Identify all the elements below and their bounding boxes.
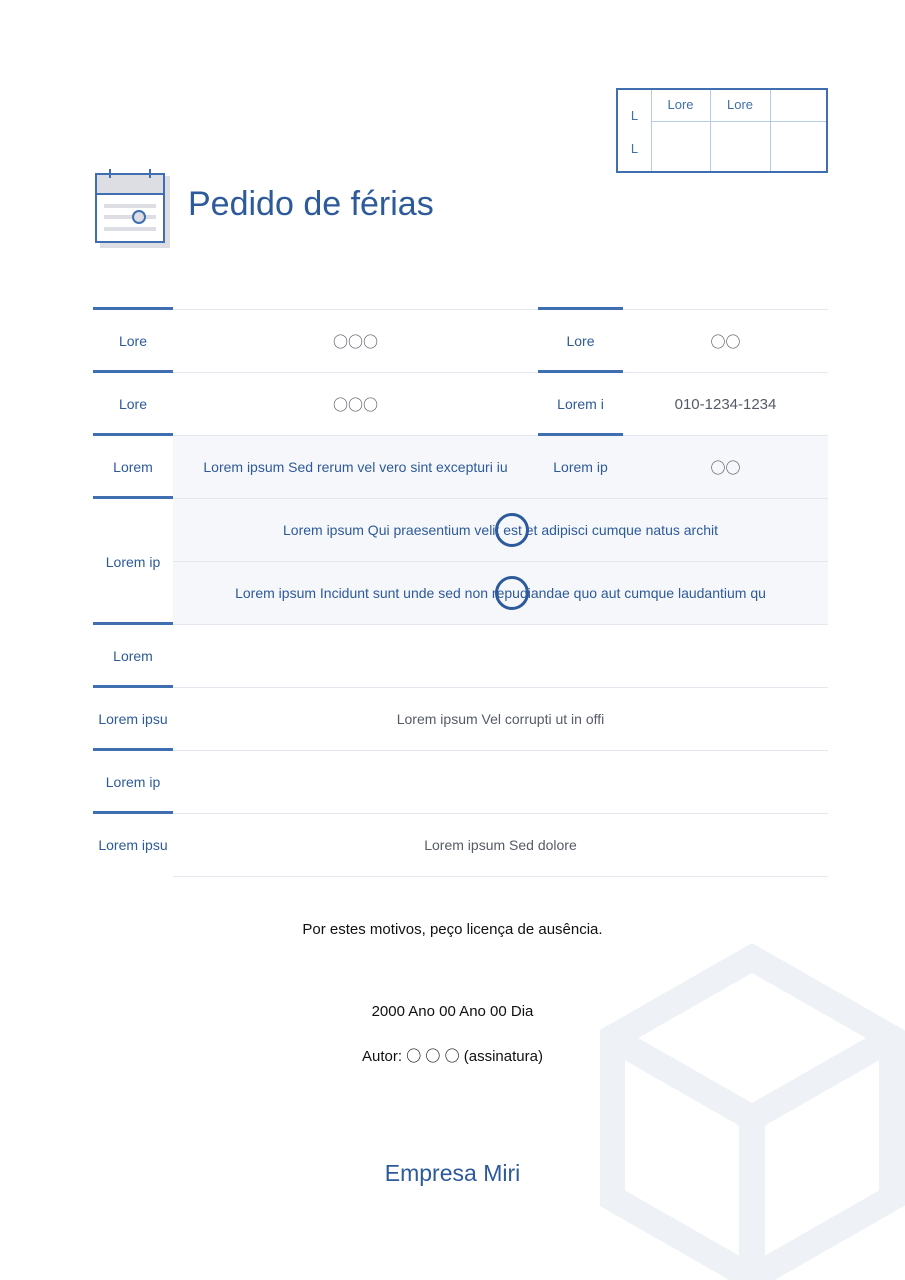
approval-box [616, 88, 828, 173]
approval-row-label: L [630, 108, 639, 123]
field-value[interactable]: 〇〇 [710, 459, 741, 477]
reason-line[interactable]: Lorem ipsum Qui praesentium velit est et adipisci cumque natus archit [283, 522, 718, 538]
author-signature-line: Autor: 〇 〇 〇 (assinatura) [362, 1048, 543, 1065]
approval-header: Lore [726, 97, 754, 112]
field-label: Lorem [113, 648, 153, 664]
field-label: Lorem ip [553, 459, 608, 475]
field-label: Lorem [113, 459, 153, 475]
phone-value[interactable]: 010-1234-1234 [674, 395, 777, 413]
field-value[interactable] [173, 625, 828, 687]
field-value[interactable] [173, 751, 828, 813]
approval-row-label: L [630, 141, 639, 156]
field-value[interactable]: Lorem ipsum Sed dolore [424, 837, 577, 853]
page-title: Pedido de férias [188, 185, 434, 223]
field-label: Lore [118, 333, 148, 349]
field-value[interactable]: Lorem ipsum Sed rerum vel vero sint excepturi iu [203, 459, 508, 475]
field-label: Lorem ip [105, 553, 161, 570]
field-label: Lorem i [557, 396, 604, 412]
field-value[interactable]: 〇〇 [710, 333, 741, 351]
field-label: Lore [566, 333, 595, 349]
field-value[interactable]: Lorem ipsum Vel corrupti ut in offi [396, 711, 605, 727]
watermark-logo [600, 940, 905, 1280]
stamp-circle [495, 513, 529, 547]
field-label: Lorem ip [105, 774, 161, 790]
field-value[interactable]: 〇〇〇 [332, 333, 378, 351]
field-label: Lorem ipsu [98, 711, 168, 727]
field-label: Lore [118, 396, 148, 412]
statement-text: Por estes motivos, peço licença de ausência. [302, 921, 603, 938]
stamp-circle [495, 576, 529, 610]
reason-line[interactable]: Lorem ipsum Incidunt sunt unde sed non repudiandae quo aut cumque laudantium qu [235, 585, 766, 601]
date-line: 2000 Ano 00 Ano 00 Dia [371, 1003, 534, 1020]
calendar-icon [94, 168, 172, 252]
company-name: Empresa Miri [384, 1160, 521, 1186]
field-value[interactable]: 〇〇〇 [332, 396, 378, 414]
approval-header: Lore [667, 97, 694, 112]
field-label: Lorem ipsu [98, 837, 168, 853]
